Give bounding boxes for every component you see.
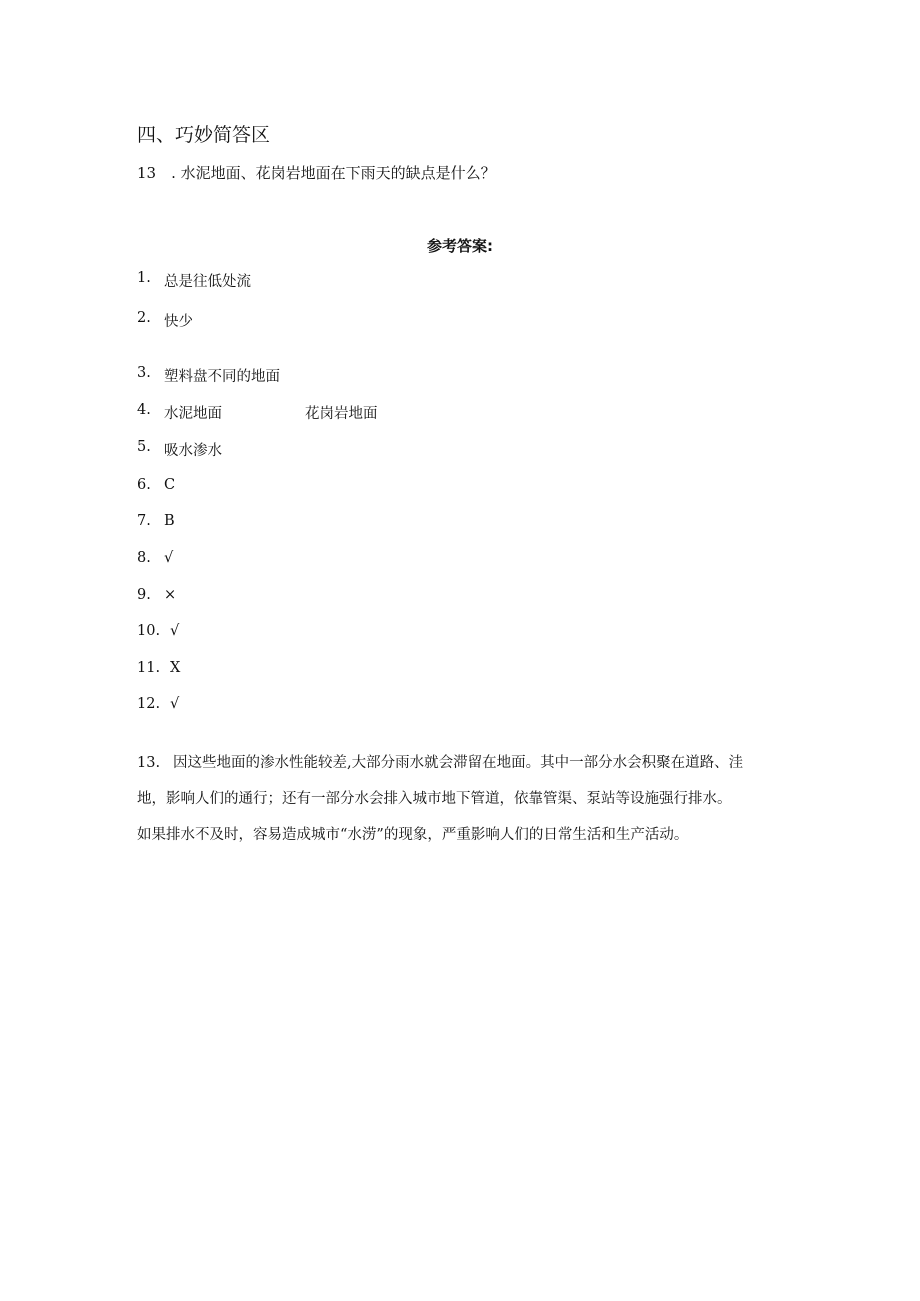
answer-number: 9.	[137, 587, 151, 603]
answer-text: B	[164, 513, 175, 529]
answer-text: 水泥地面	[164, 406, 222, 422]
answer-text: C	[164, 477, 176, 493]
answer-text: 快少	[164, 314, 193, 330]
answer-text: √	[170, 623, 180, 639]
answer-text: 吸水渗水	[164, 443, 222, 459]
answer-number: 4.	[137, 402, 151, 418]
section-title: 四、巧妙简答区	[137, 124, 271, 146]
answer-item-13	[137, 745, 797, 853]
answer-number: 12.	[137, 696, 161, 712]
answer-text: √	[164, 550, 174, 566]
answers-heading: 参考答案:	[427, 237, 493, 255]
answer-text: ×	[164, 587, 177, 603]
answer-text: 塑料盘不同的地面	[164, 369, 280, 385]
answer-number: 7.	[137, 513, 151, 529]
question-13: 13 . 水泥地面、花岗岩地面在下雨天的缺点是什么？	[137, 164, 496, 182]
answer-text: √	[170, 696, 180, 712]
answer-number: 11.	[137, 660, 161, 676]
answer-13-line-2: 地，影响人们的通行；还有一部分水会排入城市地下管道，依靠管渠、泵站等设施强行排水。	[137, 791, 732, 807]
answer-13-line-3: 如果排水不及时，容易造成城市“水涝”的现象，严重影响人们的日常生活和生产活动。	[137, 827, 689, 843]
answer-number: 6.	[137, 477, 151, 493]
answer-number: 5.	[137, 439, 151, 455]
answer-text: X	[170, 660, 181, 676]
answer-text: 总是往低处流	[164, 274, 251, 290]
answer-text-second: 花岗岩地面	[305, 406, 378, 422]
answer-13-line-1: 因这些地面的渗水性能较差,大部分雨水就会滞留在地面。其中一部分水会积聚在道路、洼	[173, 755, 744, 771]
answer-number: 8.	[137, 550, 151, 566]
answer-number: 3.	[137, 365, 151, 381]
answer-number: 10.	[137, 623, 161, 639]
answer-number: 2.	[137, 310, 151, 326]
answer-number: 13.	[137, 755, 161, 771]
answer-number: 1.	[137, 270, 151, 286]
